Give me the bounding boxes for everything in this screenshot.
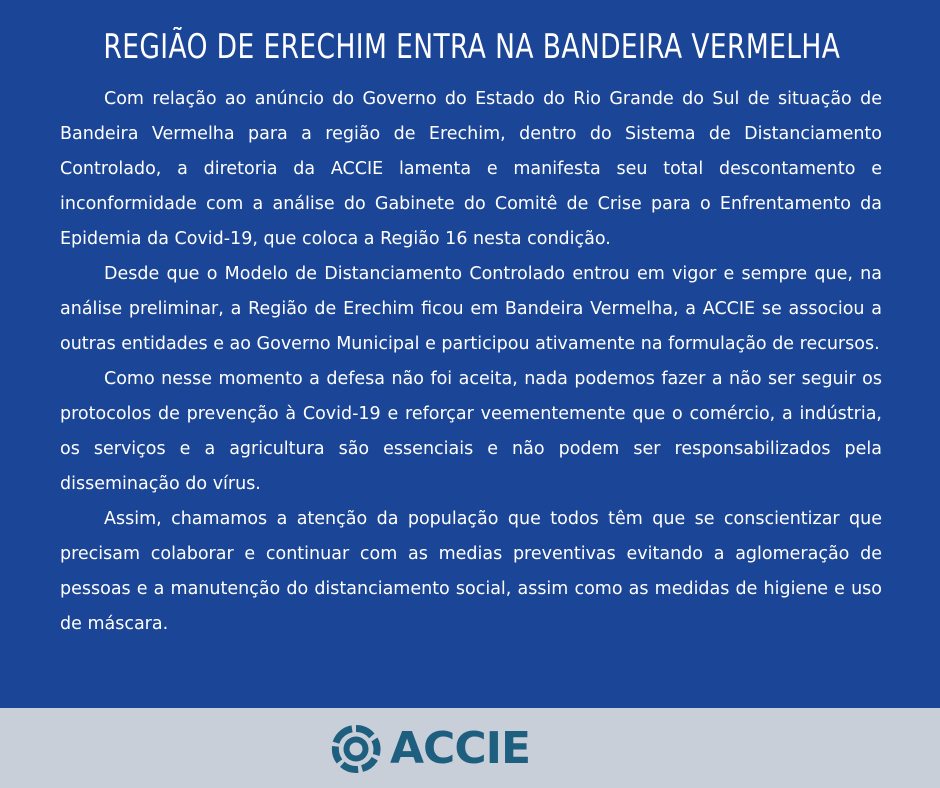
paragraph-2: Desde que o Modelo de Distanciamento Controlado entrou em vigor e sempre que, na análise preliminar, a Região de Erechim ficou em Bandeira Vermelha, a ACCIE se associou a outras entidades e ao Governo Municipal e participou ativamente na formulação de recursos. — [60, 264, 882, 354]
paragraph-4: Assim, chamamos a atenção da população que todos têm que se conscientizar que precisam colaborar e continuar com as medias preventivas evitando a aglomeração de pessoas e a manutenção do distanciamento social, assim como as medidas de higiene e uso de máscara. — [60, 509, 882, 634]
paragraph-3: Como nesse momento a defesa não foi aceita, nada podemos fazer a não ser seguir os protocolos de prevenção à Covid-19 e reforçar veementemente que o comércio, a indústria, os serviços e a agricultura são essenciais e não podem ser responsabilizados pela disseminação do vírus. — [60, 369, 882, 494]
announcement-body — [60, 82, 882, 642]
paragraph-1: Com relação ao anúncio do Governo do Estado do Rio Grande do Sul de situação de Bandeira Vermelha para a região de Erechim, dentro do Sistema de Distanciamento Controlado, a diretoria da ACCIE lamenta e manifesta seu total descontamento e inconformidade com a análise do Gabinete do Comitê de Crise para o Enfrentamento da Epidemia da Covid-19, que coloca a Região 16 nesta condição. — [60, 89, 882, 249]
accie-logo — [330, 722, 530, 776]
page-title: REGIÃO DE ERECHIM ENTRA NA BANDEIRA VERMELHA — [103, 27, 841, 67]
gear-ring-logo-icon — [330, 723, 382, 775]
logo-text: ACCIE — [390, 723, 531, 774]
footer-bar — [0, 708, 940, 788]
